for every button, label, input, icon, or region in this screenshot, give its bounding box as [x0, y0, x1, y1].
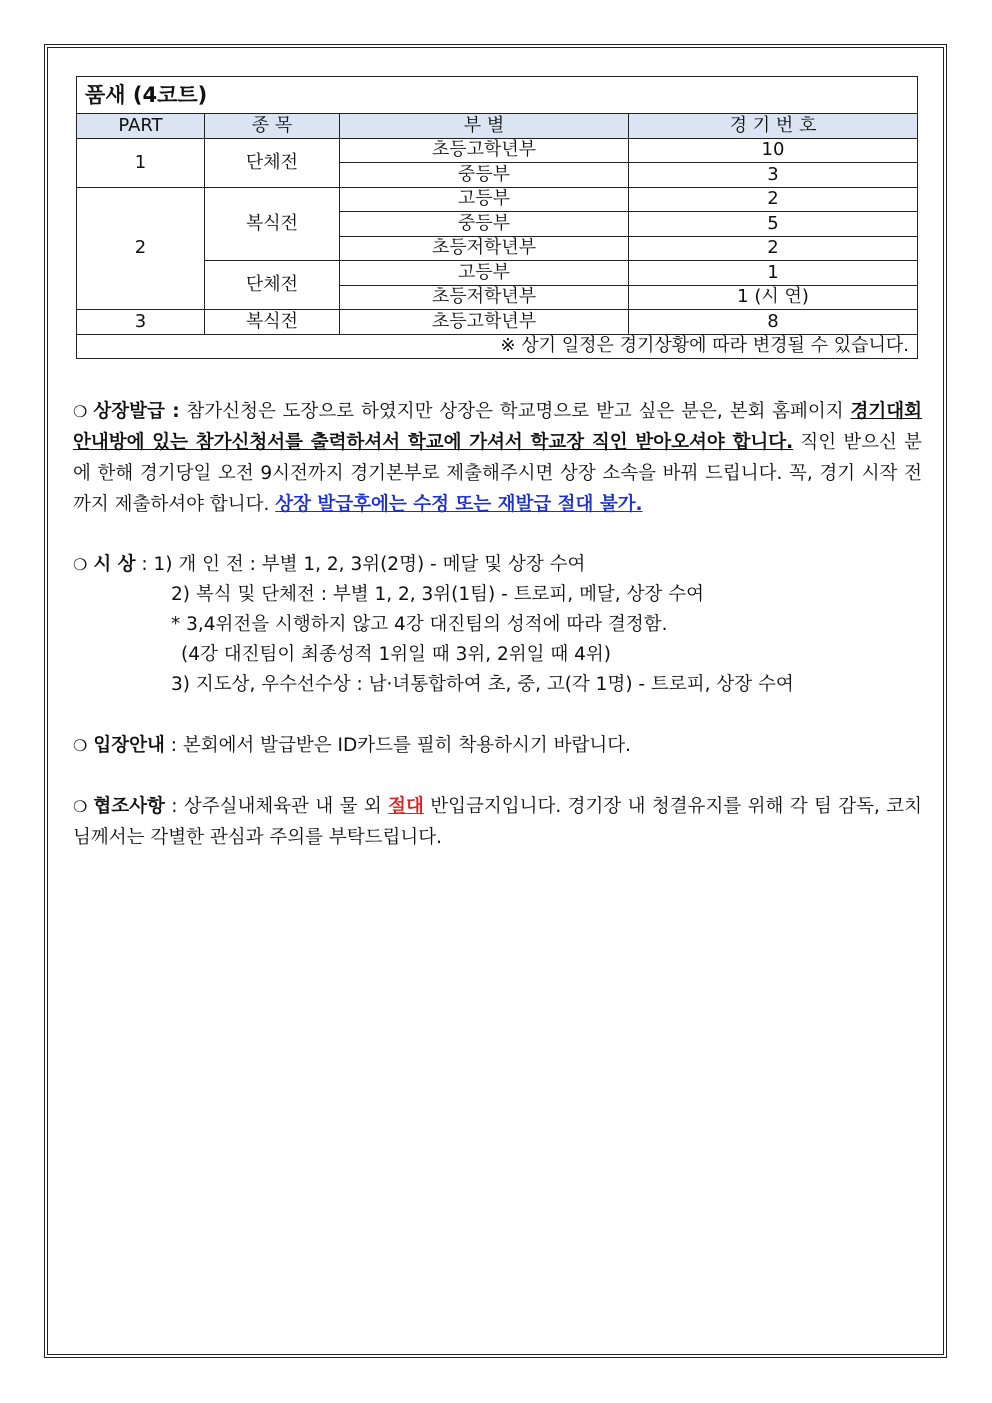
circle-bullet-icon: ❍	[73, 736, 88, 755]
games-cell: 5	[629, 212, 918, 237]
games-cell: 10	[629, 138, 918, 163]
awards-line-1	[73, 550, 922, 580]
circle-bullet-icon: ❍	[73, 402, 88, 421]
division-cell: 초등저학년부	[340, 236, 629, 261]
event-cell: 단체전	[205, 261, 340, 310]
division-cell: 고등부	[340, 187, 629, 212]
awards-line-5: 3) 지도상, 우수선수상 : 남·녀통합하여 초, 중, 고(각 1명) - 트로피, 상장 수여	[171, 674, 794, 695]
cooperation-emphasis: 절대	[388, 796, 424, 817]
header-event: 종 목	[205, 114, 340, 139]
awards-line-3: * 3,4위전을 시행하지 않고 4강 대진팀의 성적에 따라 결정함.	[171, 614, 668, 635]
cooperation-label: 협조사항	[93, 796, 165, 817]
header-part: PART	[77, 114, 205, 139]
certificate-text-2: 직인 받으신 분에 한해 경기당일 오전 9시전까지 경기본부로 제출해주시면 상장 소속을 바꿔 드립니다. 꼭, 경기 시작 전까지 제출하셔야 합니다.	[73, 432, 922, 515]
awards-line-4: (4강 대진팀이 최종성적 1위일 때 3위, 2위일 때 4위)	[181, 644, 612, 665]
division-cell: 초등저학년부	[340, 285, 629, 310]
certificate-emphasis: 경기대회안내방에 있는 참가신청서를 출력하셔서 학교에 가셔서 학교장 직인 받아오셔야 합니다.	[73, 401, 922, 453]
spacer	[73, 700, 922, 730]
circle-bullet-icon: ❍	[73, 797, 88, 816]
division-cell: 중등부	[340, 163, 629, 188]
part-cell: 1	[77, 138, 205, 187]
cooperation-text-1: : 상주실내체육관 내 물 외	[164, 796, 389, 817]
circle-bullet-icon: ❍	[73, 555, 88, 574]
awards-individual: : 1) 개 인 전 : 부별 1, 2, 3위(2명) - 메달 및 상장 수여	[135, 554, 586, 575]
division-cell: 초등고학년부	[340, 310, 629, 335]
part-cell: 2	[77, 187, 205, 310]
header-games: 경 기 번 호	[629, 114, 918, 139]
schedule-table	[76, 76, 918, 359]
schedule-note: ※ 상기 일정은 경기상황에 따라 변경될 수 있습니다.	[77, 334, 918, 359]
games-cell: 2	[629, 187, 918, 212]
certificate-warning: 상장 발급후에는 수정 또는 재발급 절대 불가.	[275, 494, 643, 515]
games-cell: 3	[629, 163, 918, 188]
event-cell: 복식전	[205, 310, 340, 335]
table-row	[77, 310, 918, 335]
table-row	[77, 187, 918, 212]
games-cell: 1 (시 연)	[629, 285, 918, 310]
awards-label: 시 상	[93, 554, 136, 575]
spacer	[73, 761, 922, 791]
games-cell: 8	[629, 310, 918, 335]
entry-text: : 본회에서 발급받은 ID카드를 필히 착용하시기 바랍니다.	[164, 735, 631, 756]
event-cell: 복식전	[205, 187, 340, 261]
awards-section	[73, 550, 922, 700]
notice-sections	[73, 396, 922, 853]
certificate-section	[73, 396, 922, 520]
table-note-row	[77, 334, 918, 359]
entry-section	[73, 730, 922, 761]
games-cell: 2	[629, 236, 918, 261]
division-cell: 초등고학년부	[340, 138, 629, 163]
table-row	[77, 138, 918, 163]
cooperation-text-2: 반입금지입니다. 경기장 내 청결유지를 위해 각 팀 감독, 코치님께서는 각별한 관심과 주의를 부탁드립니다.	[73, 796, 922, 848]
table-header-row	[77, 114, 918, 139]
event-cell: 단체전	[205, 138, 340, 187]
table-title: 품새 (4코트)	[77, 77, 918, 114]
spacer	[73, 520, 922, 550]
header-division: 부 별	[340, 114, 629, 139]
cooperation-section	[73, 791, 922, 853]
awards-line-2: 2) 복식 및 단체전 : 부별 1, 2, 3위(1팀) - 트로피, 메달, 상장 수여	[171, 584, 704, 605]
certificate-text-1: 참가신청은 도장으로 하였지만 상장은 학교명으로 받고 싶은 분은, 본회 홈페이지	[179, 401, 851, 422]
games-cell: 1	[629, 261, 918, 286]
division-cell: 고등부	[340, 261, 629, 286]
entry-label: 입장안내	[93, 735, 165, 756]
certificate-label: 상장발급 :	[93, 401, 180, 422]
division-cell: 중등부	[340, 212, 629, 237]
part-cell: 3	[77, 310, 205, 335]
